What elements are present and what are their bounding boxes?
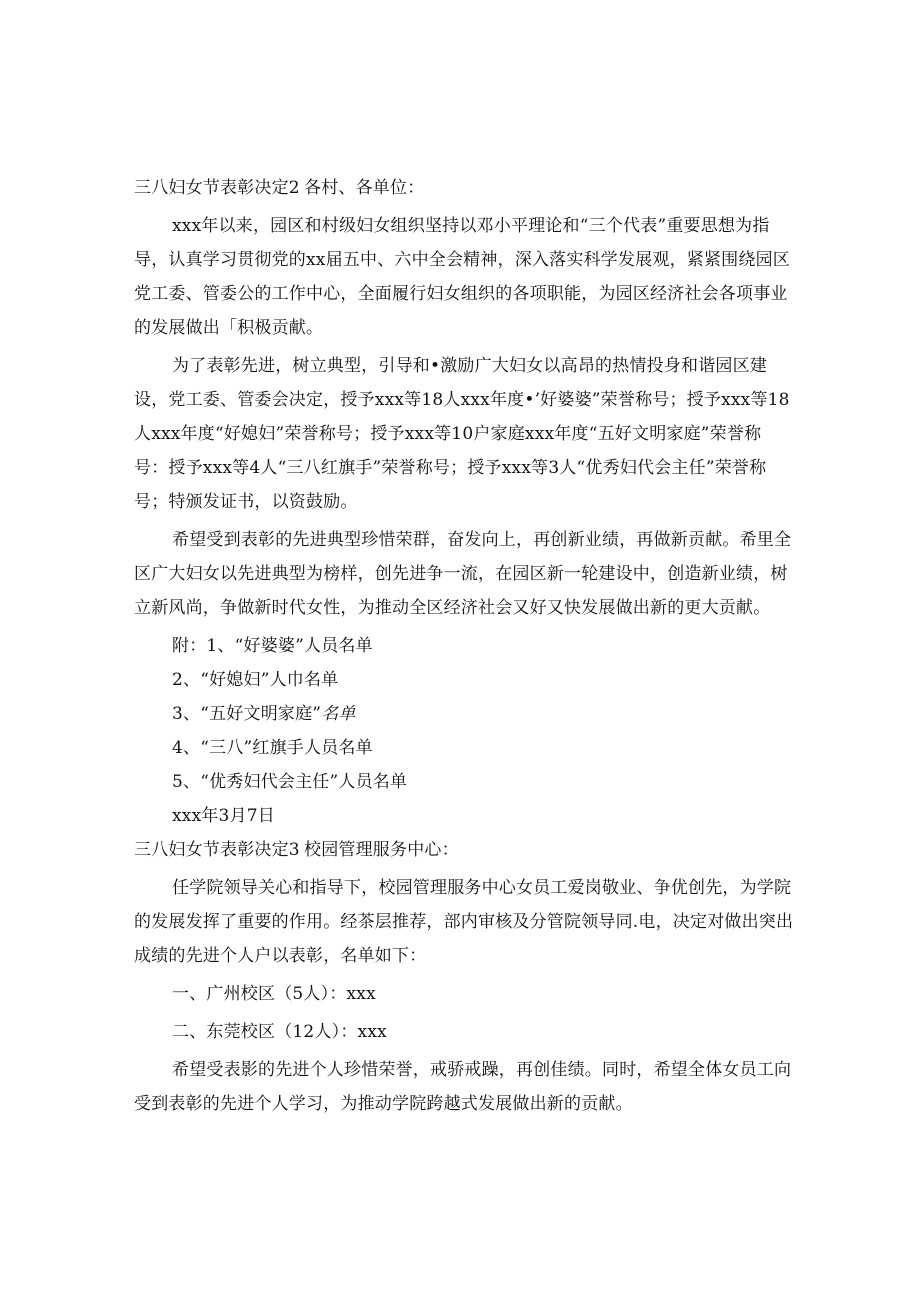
section1-heading — [134, 171, 794, 205]
section2-heading — [134, 833, 794, 867]
attachment-item-3: 3、“五好文明家庭”名单 — [172, 704, 356, 724]
section1-paragraph-1: xxx年以来，园区和村级妇女组织坚持以邓小平理论和“三个代表”重要思想为指导，认真学习贯彻党的xx届五中、六中全会精神，深入落实科学发展观，紧紧围绕园区党工委、管委公的工作中心，全面履行妇女组织的各项职能，为园区经济社会各项事业的发展做出「积极贡献。 — [134, 216, 790, 338]
attachment-item-4: 4、“三八”红旗手人员名单 — [172, 738, 373, 758]
campus-guangzhou: 一、广州校区（5人）：xxx — [172, 984, 376, 1004]
section1-date: xxx年3月7日 — [172, 806, 275, 826]
section2-title: 三八妇女节表彰决定3 — [134, 840, 300, 860]
document-body — [134, 171, 794, 1121]
attachment-prefix: 附： — [172, 636, 207, 656]
section2-paragraph-1: 任学院领导关心和指导下，校园管理服务中心女员工爱岗敬业、争优创先，为学院的发展发挥了重要的作用。经茶层推荐，部内审核及分管院领导同.电，决定对做出突出成绩的先进个人户以表彰，名单如下： — [134, 878, 794, 966]
attachment-item-1: 附：1、“好婆婆”人员名单 — [172, 636, 373, 656]
section2-addressee: 校园管理服务中心： — [304, 840, 459, 860]
attachment-item-5: 5、“优秀妇代会主任”人员名单 — [172, 772, 408, 792]
section1-addressee: 各村、各单位： — [304, 178, 425, 198]
attachment-item-2: 2、“好媳妇”人巾名单 — [172, 670, 339, 690]
section2-paragraph-2: 希望受表影的先进个人珍惜荣誉，戒骄戒躁，再创佳绩。同时，希望全体女员工向受到表彰的先进个人学习，为推动学院跨越式发展做出新的贡献。 — [134, 1060, 792, 1114]
section1-title: 三八妇女节表彰决定2 — [134, 178, 300, 198]
campus-dongguan: 二、东莞校区（12人）：xxx — [172, 1022, 387, 1042]
section1-paragraph-3: 希望受到表彰的先进典型珍惜荣群，奋发向上，再创新业绩，再做新贡献。希里全区广大妇女以先进典型为榜样，创先进争一流，在园区新一轮建设中，创造新业绩，树立新风尚，争做新时代女性，为推动全区经济社会又好又快发展做出新的更大贡献。 — [134, 530, 792, 618]
section1-paragraph-2: 为了表彰先进，树立典型，引导和•激励广大妇女以高昂的热情投身和谐园区建设，党工委、管委会决定，授予xxx等18人xxx年度•’好婆婆”荣誉称号；授予xxx等18人xxx年度“好媳妇”荣誉称号；授予xxx等10户家庭xxx年度“五好文明家庭”荣誉称号：授予xxx等4人“三八红旗手”荣誉称号；授予xxx等3人“优秀妇代会主任”荣誉称号；特颁发证书，以资鼓励。 — [134, 356, 790, 512]
